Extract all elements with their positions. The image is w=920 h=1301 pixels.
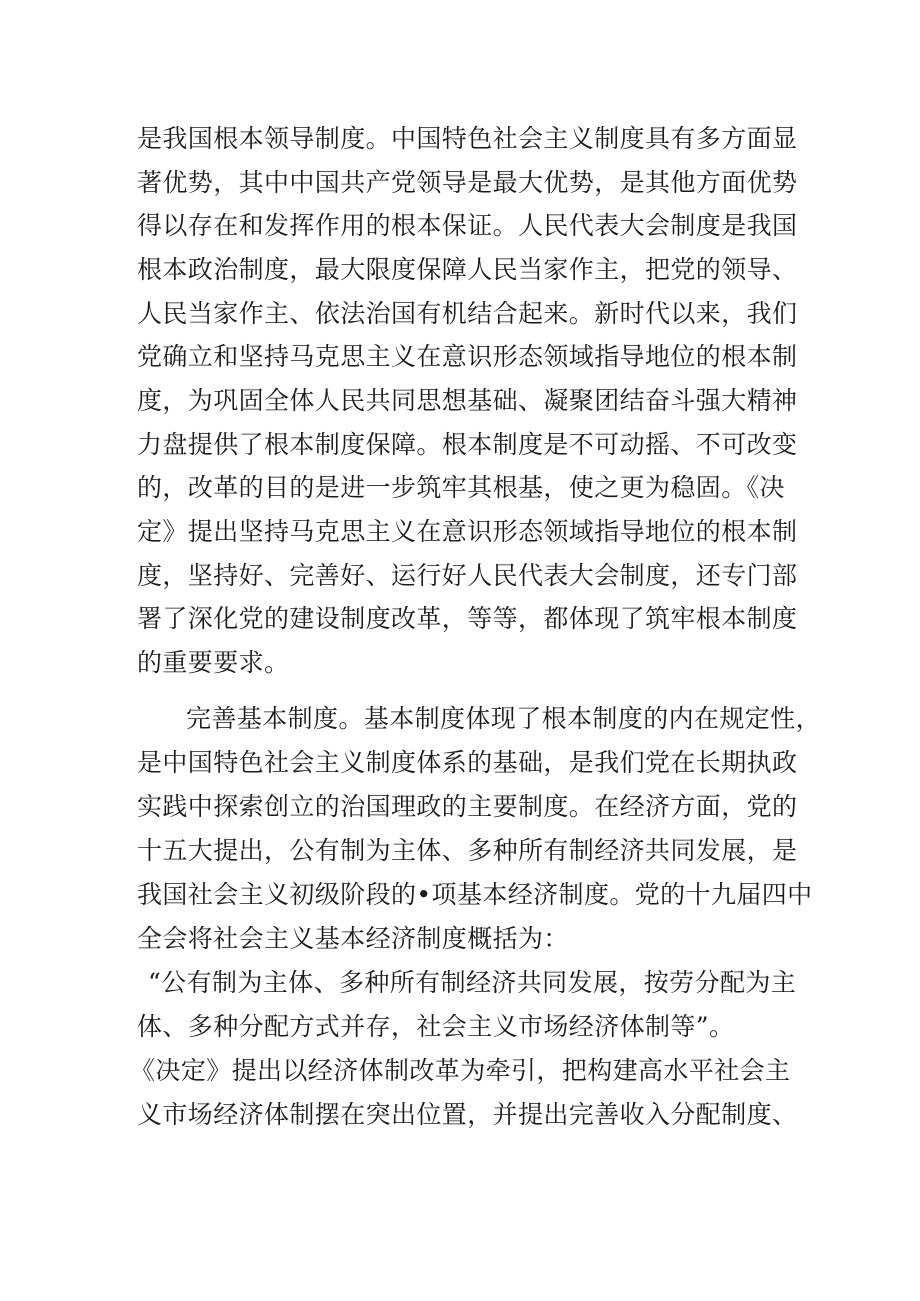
text-line: 度，为巩固全体人民共同思想基础、凝聚团结奋斗强大精神: [137, 386, 798, 415]
text-line: 全会将社会主义基本经济制度概括为：: [137, 924, 569, 953]
text-line: 定》提出坚持马克思主义在意识形态领域指导地位的根本制: [137, 517, 798, 546]
text-line: 人民当家作主、依法治国有机结合起来。新时代以来，我们: [137, 299, 798, 328]
text-line: “公有制为主体、多种所有制经济共同发展，按劳分配为主: [148, 968, 797, 997]
text-line: 是我国根本领导制度。中国特色社会主义制度具有多方面显: [137, 124, 798, 153]
text-line: 十五大提出，公有制为主体、多种所有制经济共同发展，是: [137, 836, 798, 865]
text-line: 党确立和坚持马克思主义在意识形态领域指导地位的根本制: [137, 342, 798, 371]
text-line: 根本政治制度，最大限度保障人民当家作主，把党的领导、: [137, 255, 798, 284]
text-line: 的重要要求。: [137, 648, 290, 677]
text-line: 著优势，其中中国共产党领导是最大优势，是其他方面优势: [137, 168, 798, 197]
text-line: 义市场经济体制摆在突出位置，并提出完善收入分配制度、: [137, 1100, 798, 1129]
text-line: 我国社会主义初级阶段的•项基本经济制度。党的十九届四中: [137, 880, 813, 909]
text-line: 得以存在和发挥作用的根本保证。人民代表大会制度是我国: [137, 211, 798, 240]
text-line: 完善基本制度。基本制度体现了根本制度的内在规定性，: [186, 704, 822, 733]
text-line: 《决定》提出以经济体制改革为牵引，把构建高水平社会主: [130, 1056, 791, 1085]
text-line: 体、多种分配方式并存，社会主义市场经济体制等”。: [137, 1012, 735, 1041]
text-line: 力盘提供了根本制度保障。根本制度是不可动摇、不可改变: [137, 430, 798, 459]
text-line: 实践中探索创立的治国理政的主要制度。在经济方面，党的: [137, 792, 798, 821]
text-line: 是中国特色社会主义制度体系的基础，是我们党在长期执政: [137, 748, 798, 777]
text-line: 署了深化党的建设制度改革，等等，都体现了筑牢根本制度: [137, 604, 798, 633]
text-line: 的，改革的目的是进一步筑牢其根基，使之更为稳固。《决: [137, 473, 785, 502]
text-line: 度，坚持好、完善好、运行好人民代表大会制度，还专门部: [137, 561, 798, 590]
